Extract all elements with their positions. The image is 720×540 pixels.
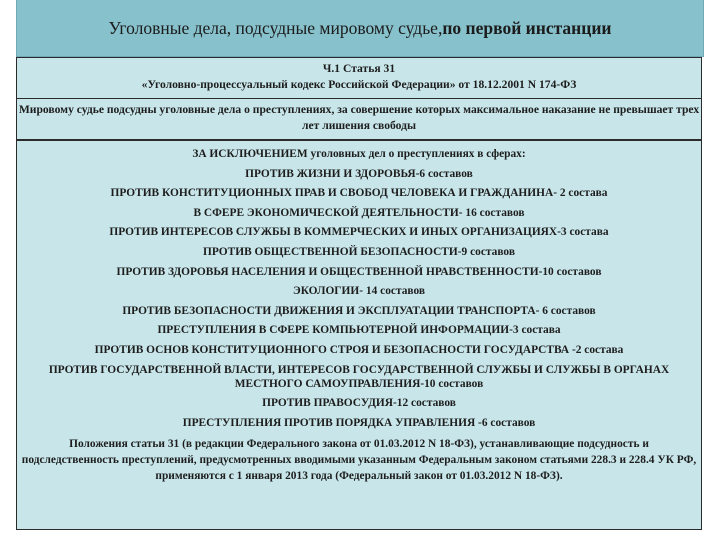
jurisdiction-rule-text: Мировому судье подсудны уголовные дела о преступлениях, за совершение которых максимальное наказание не превышает трех лет лишения свободы xyxy=(18,103,700,132)
exceptions-box xyxy=(16,140,702,530)
exception-item: ПРОТИВ ПРАВОСУДИЯ-12 составов xyxy=(262,397,456,410)
exception-item: В СФЕРЕ ЭКОНОМИЧЕСКОЙ ДЕЯТЕЛЬНОСТИ- 16 составов xyxy=(193,206,525,219)
exception-item: ПРОТИВ ИНТЕРЕСОВ СЛУЖБЫ В КОММЕРЧЕСКИХ И ИНЫХ ОРГАНИЗАЦИЯХ-3 состава xyxy=(109,226,609,239)
exception-item: ПРОТИВ БЕЗОПАСНОСТИ ДВИЖЕНИЯ И ЭКСПЛУАТАЦИИ ТРАНСПОРТА- 6 составов xyxy=(122,304,596,317)
exception-item: ПРОТИВ ЗДОРОВЬЯ НАСЕЛЕНИЯ И ОБЩЕСТВЕННОЙ НРАВСТВЕННОСТИ-10 составов xyxy=(116,265,602,278)
exception-item: ПРОТИВ КОНСТИТУЦИОННЫХ ПРАВ И СВОБОД ЧЕЛОВЕКА И ГРАЖДАНИНА- 2 состава xyxy=(110,187,608,200)
jurisdiction-rule-box xyxy=(16,98,702,140)
slide-title-bold: по первой инстанции xyxy=(442,17,612,38)
exception-item: ПРОТИВ ГОСУДАРСТВЕННОЙ ВЛАСТИ, ИНТЕРЕСОВ ГОСУДАРСТВЕННОЙ СЛУЖБЫ И СЛУЖБЫ В ОРГАНАХ МЕСТНОГО САМОУПРАВЛЕНИЯ-10 составов xyxy=(48,363,670,390)
exception-item: ПРОТИВ ОСНОВ КОНСТИТУЦИОННОГО СТРОЯ И БЕЗОПАСНОСТИ ГОСУДАРСТВА -2 состава xyxy=(94,343,624,356)
exception-item: ЭКОЛОГИИ- 14 составов xyxy=(292,285,426,298)
footnote: Положения статьи 31 (в редакции Федерального закона от 01.03.2012 N 18-ФЗ), устанавливающие подсудность и подследственность преступлений, предусмотренных вводимыми указанным Федеральным законом статьями 228.3 и 228.4 УК РФ, применяются с 1 января 2013 года (Федеральный закон от 01.03.2012 N 18-ФЗ). xyxy=(21,437,697,482)
exception-item: ПРОТИВ ОБЩЕСТВЕННОЙ БЕЗОПАСНОСТИ-9 составов xyxy=(203,245,515,258)
slide-title xyxy=(16,0,704,57)
exceptions-heading: ЗА ИСКЛЮЧЕНИЕМ уголовных дел о преступлениях в сферах: xyxy=(192,148,526,160)
exception-item: ПРОТИВ ЖИЗНИ И ЗДОРОВЬЯ-6 составов xyxy=(245,167,473,180)
article-number: Ч.1 Статья 31 xyxy=(322,62,396,75)
exception-item: ПРЕСТУПЛЕНИЯ ПРОТИВ ПОРЯДКА УПРАВЛЕНИЯ -6 составов xyxy=(182,416,536,429)
article-reference-box xyxy=(16,57,702,100)
exception-item: ПРЕСТУПЛЕНИЯ В СФЕРЕ КОМПЬЮТЕРНОЙ ИНФОРМАЦИИ-3 состава xyxy=(157,324,561,337)
article-code-name: «Уголовно-процессуальный кодекс Российской Федерации» от 18.12.2001 N 174-ФЗ xyxy=(141,78,577,91)
slide-title-normal: Уголовные дела, подсудные мировому судье, xyxy=(108,17,443,38)
